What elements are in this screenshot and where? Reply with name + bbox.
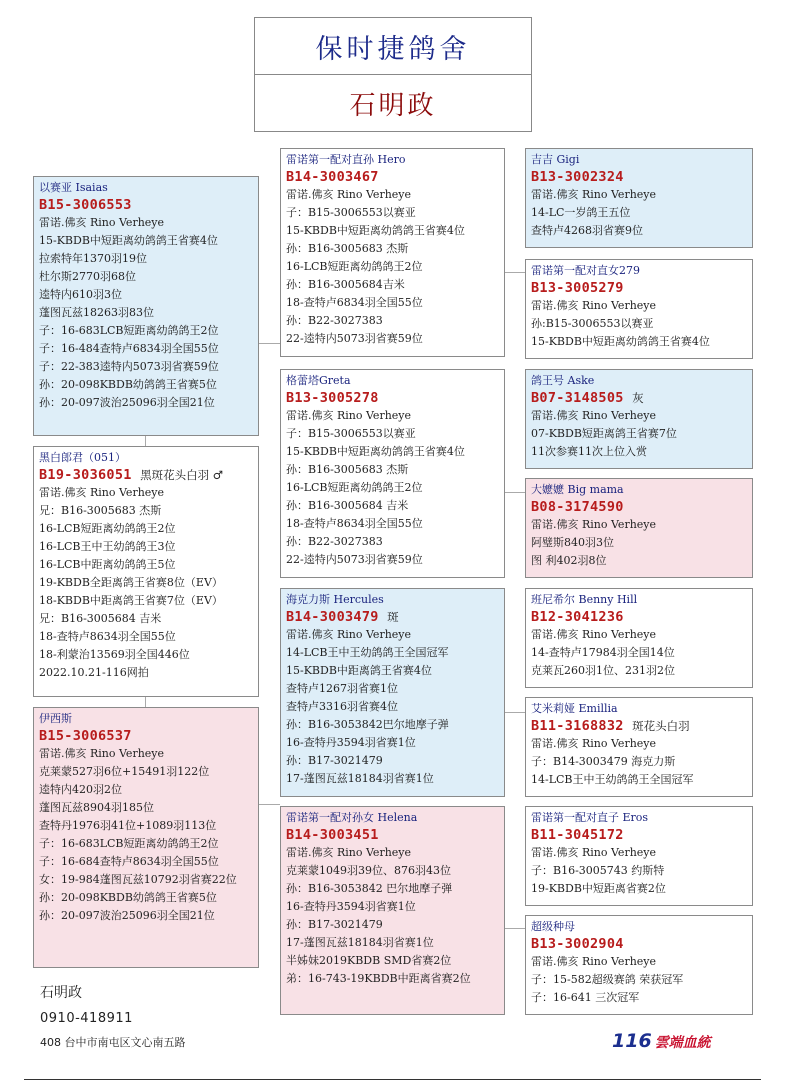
- pedigree-line: 子：16-683LCB短距离幼鸽鸽王2位: [39, 837, 219, 850]
- bottom-divider: [24, 1079, 761, 1080]
- pedigree-line: 16-查特丹3594羽省赛1位: [286, 900, 416, 913]
- pedigree-line: 子：16-683LCB短距离幼鸽鸽王2位: [39, 324, 219, 337]
- pedigree-line: 半姊妹2019KBDB SMD省赛2位: [286, 954, 452, 967]
- pedigree-line: 子：B16-3005743 约斯特: [531, 864, 665, 877]
- pedigree-line: 查特丹1976羽41位+1089羽113位: [39, 819, 217, 832]
- connector: [505, 712, 525, 713]
- pedigree-line: 雷诺.佛亥 Rino Verheye: [531, 518, 657, 531]
- ring-number: B13-3005279: [531, 280, 624, 296]
- pigeon-name: 以赛亚 Isaias: [39, 181, 108, 194]
- pedigree-line: 孙：20-097波治25096羽全国21位: [39, 909, 215, 922]
- pedigree-line: 雷诺.佛亥 Rino Verheye: [531, 846, 657, 859]
- pedigree-line: 16-LCB短距离幼鸽鸽王2位: [286, 481, 423, 494]
- pedigree-line: 16-LCB短距离幼鸽鸽王2位: [286, 260, 423, 273]
- pedigree-line: 孙：B16-3053842巴尔地摩子弹: [286, 718, 449, 731]
- pedigree-line: 16-查特丹3594羽省赛1位: [286, 736, 416, 749]
- pedigree-card-g5: [525, 588, 753, 688]
- pedigree-card-g7: [525, 806, 753, 906]
- pedigree-card-sire: [33, 176, 259, 436]
- pedigree-line: 孙：B17-3021479: [286, 918, 383, 931]
- pedigree-line: 查特卢4268羽省赛9位: [531, 224, 643, 237]
- pedigree-line: 子：22-383逵特内5073羽省赛59位: [39, 360, 219, 373]
- logo-text: 雲端血統: [654, 1035, 711, 1051]
- pedigree-line: 18-查特卢8634羽全国55位: [286, 517, 423, 530]
- pedigree-card-sire-sire: [280, 148, 505, 357]
- pedigree-line: 阿璧斯840羽3位: [531, 536, 614, 549]
- pedigree-line: 子：B14-3003479 海克力斯: [531, 755, 676, 768]
- connector: [145, 697, 146, 707]
- pedigree-card-subject: [33, 446, 259, 697]
- pedigree-line: 雷诺.佛亥 Rino Verheye: [286, 188, 412, 201]
- pedigree-line: 逵特内420羽2位: [39, 783, 122, 796]
- pedigree-card-dam-sire: [280, 588, 505, 797]
- pedigree-line: 兄：B16-3005684 吉米: [39, 612, 162, 625]
- ring-number: B15-3006553: [39, 197, 132, 213]
- pedigree-line: 孙：B16-3053842 巴尔地摩子弹: [286, 882, 453, 895]
- pigeon-name: 超级种母: [531, 920, 575, 933]
- pigeon-name: 雷诺第一配对直子 Eros: [531, 811, 649, 824]
- pedigree-line: 查特卢3316羽省赛4位: [286, 700, 398, 713]
- pedigree-card-g6: [525, 697, 753, 797]
- ring-number: B13-3005278: [286, 390, 379, 406]
- pedigree-line: 雷诺.佛亥 Rino Verheye: [39, 486, 165, 499]
- pedigree-line: 15-KBDB中短距离幼鸽鸽王省赛4位: [39, 234, 218, 247]
- pigeon-name: 吉吉 Gigi: [531, 153, 580, 166]
- pedigree-line: 16-LCB中距离幼鸽鸽王5位: [39, 558, 176, 571]
- pedigree-line: 孙：B17-3021479: [286, 754, 383, 767]
- pedigree-line: 14-LC一岁鸽王五位: [531, 206, 631, 219]
- ring-number: B14-3003451: [286, 827, 379, 843]
- pigeon-name: 艾米莉娅 Emillia: [531, 702, 618, 715]
- ring-number: B14-3003479 斑: [286, 609, 399, 625]
- pedigree-card-dam: [33, 707, 259, 968]
- pedigree-line: 子：16-684查特卢8634羽全国55位: [39, 855, 219, 868]
- pedigree-line: 子：15-582超级赛鸽 荣获冠军: [531, 973, 684, 986]
- pedigree-card-sire-dam: [280, 369, 505, 578]
- pedigree-line: 16-LCB王中王幼鸽鸽王3位: [39, 540, 176, 553]
- pedigree-line: 孙：20-097波治25096羽全国21位: [39, 396, 215, 409]
- pigeon-name: 大嬷嬷 Big mama: [531, 483, 624, 496]
- pedigree-line: 弟：16-743-19KBDB中距离省赛2位: [286, 972, 471, 985]
- pigeon-name: 伊西斯: [39, 712, 72, 725]
- pedigree-line: 克莱瓦260羽1位、231羽2位: [531, 664, 675, 677]
- ring-number: B13-3002324: [531, 169, 624, 185]
- pedigree-line: 19-KBDB全距离鸽王省赛8位（EV）: [39, 576, 223, 589]
- ring-number: B11-3168832 斑花头白羽: [531, 718, 690, 734]
- pedigree-line: 16-LCB短距离幼鸽鸽王2位: [39, 522, 176, 535]
- pedigree-line: 雷诺.佛亥 Rino Verheye: [39, 747, 165, 760]
- owner-info: [40, 982, 186, 1052]
- connector: [259, 343, 280, 344]
- pedigree-card-g3: [525, 369, 753, 469]
- pedigree-line: 雷诺.佛亥 Rino Verheye: [286, 628, 412, 641]
- pedigree-line: 孙：B22-3027383: [286, 314, 383, 327]
- pedigree-card-dam-dam: [280, 806, 505, 1015]
- pedigree-line: 杜尔斯2770羽68位: [39, 270, 136, 283]
- owner-address: 408 台中市南屯区文心南五路: [40, 1036, 186, 1049]
- pedigree-line: 15-KBDB中距离鸽王省赛4位: [286, 664, 432, 677]
- pedigree-line: 孙：B16-3005683 杰斯: [286, 463, 409, 476]
- pedigree-line: 雷诺.佛亥 Rino Verheye: [531, 299, 657, 312]
- loft-name: 保时捷鸽舍: [255, 18, 531, 75]
- pedigree-line: 克莱蒙1049羽39位、876羽43位: [286, 864, 451, 877]
- pedigree-line: 雷诺.佛亥 Rino Verheye: [531, 188, 657, 201]
- pedigree-line: 18-查特卢6834羽全国55位: [286, 296, 423, 309]
- pedigree-line: 子：16-484查特卢6834羽全国55位: [39, 342, 219, 355]
- pedigree-card-g1: [525, 148, 753, 248]
- pedigree-line: 孙：B22-3027383: [286, 535, 383, 548]
- pedigree-line: 雷诺.佛亥 Rino Verheye: [286, 846, 412, 859]
- pedigree-line: 17-蓬图瓦兹18184羽省赛1位: [286, 936, 434, 949]
- pedigree-line: 2022.10.21-116网拍: [39, 666, 149, 679]
- pedigree-line: 蓬图瓦兹8904羽185位: [39, 801, 154, 814]
- connector: [505, 272, 525, 273]
- pedigree-line: 14-查特卢17984羽全国14位: [531, 646, 675, 659]
- pedigree-line: 18-KBDB中距离鸽王省赛7位（EV）: [39, 594, 223, 607]
- pedigree-line: 雷诺.佛亥 Rino Verheye: [39, 216, 165, 229]
- logo-number: 116: [612, 1030, 652, 1052]
- ring-number: B19-3036051 黑斑花头白羽 ♂: [39, 467, 224, 483]
- pedigree-line: 17-蓬图瓦兹18184羽省赛1位: [286, 772, 434, 785]
- pedigree-line: 雷诺.佛亥 Rino Verheye: [531, 737, 657, 750]
- pedigree-line: 雷诺.佛亥 Rino Verheye: [531, 409, 657, 422]
- ring-number: B14-3003467: [286, 169, 379, 185]
- pedigree-line: 15-KBDB中短距离幼鸽鸽王省赛4位: [286, 224, 465, 237]
- ring-number: B13-3002904: [531, 936, 624, 952]
- pedigree-line: 11次参赛11次上位入赏: [531, 445, 647, 458]
- pedigree-line: 逵特内610羽3位: [39, 288, 122, 301]
- pedigree-line: 15-KBDB中短距离幼鸽鸽王省赛4位: [286, 445, 465, 458]
- pigeon-name: 黑白郎君（051）: [39, 451, 126, 464]
- brand-logo: [612, 1030, 711, 1052]
- pedigree-line: 子：B15-3006553以赛亚: [286, 206, 416, 219]
- pedigree-line: 22-逵特内5073羽省赛59位: [286, 332, 423, 345]
- pedigree-line: 22-逵特内5073羽省赛59位: [286, 553, 423, 566]
- pedigree-card-g8: [525, 915, 753, 1015]
- pedigree-line: 18-利蒙治13569羽全国446位: [39, 648, 190, 661]
- pedigree-line: 克莱蒙527羽6位+15491羽122位: [39, 765, 210, 778]
- pigeon-name: 海克力斯 Hercules: [286, 593, 384, 606]
- pigeon-name: 班尼希尔 Benny Hill: [531, 593, 638, 606]
- pedigree-line: 雷诺.佛亥 Rino Verheye: [286, 409, 412, 422]
- pedigree-line: 女：19-984蓬图瓦兹10792羽省赛22位: [39, 873, 237, 886]
- pedigree-line: 子：16-641 三次冠军: [531, 991, 640, 1004]
- ring-number: B15-3006537: [39, 728, 132, 744]
- pedigree-line: 图 利402羽8位: [531, 554, 607, 567]
- connector: [505, 492, 525, 493]
- pigeon-name: 雷诺第一配对直孙 Hero: [286, 153, 406, 166]
- pedigree-line: 14-LCB王中王幼鸽鸽王全国冠军: [286, 646, 449, 659]
- pedigree-line: 15-KBDB中短距离幼鸽鸽王省赛4位: [531, 335, 710, 348]
- pedigree-line: 子：B15-3006553以赛亚: [286, 427, 416, 440]
- pedigree-line: 兄：B16-3005683 杰斯: [39, 504, 162, 517]
- pigeon-name: 雷诺第一配对孙女 Helena: [286, 811, 418, 824]
- pedigree-line: 拉索特年1370羽19位: [39, 252, 147, 265]
- pedigree-line: 孙：B16-3005684吉米: [286, 278, 405, 291]
- pedigree-line: 07-KBDB短距离鸽王省赛7位: [531, 427, 677, 440]
- pedigree-card-g4: [525, 478, 753, 578]
- owner-name-header: 石明政: [349, 90, 437, 121]
- pedigree-line: 18-查特卢8634羽全国55位: [39, 630, 176, 643]
- connector: [505, 928, 525, 929]
- pedigree-line: 14-LCB王中王幼鸽鸽王全国冠军: [531, 773, 694, 786]
- ring-number: B12-3041236: [531, 609, 624, 625]
- owner-phone: 0910-418911: [40, 1011, 133, 1026]
- pedigree-line: 19-KBDB中短距离省赛2位: [531, 882, 666, 895]
- pedigree-line: 孙：B16-3005683 杰斯: [286, 242, 409, 255]
- ring-number: B07-3148505 灰: [531, 390, 644, 406]
- pedigree-line: 蓬图瓦兹18263羽83位: [39, 306, 154, 319]
- header-box: [254, 17, 532, 132]
- pedigree-line: 雷诺.佛亥 Rino Verheye: [531, 955, 657, 968]
- ring-number: B11-3045172: [531, 827, 624, 843]
- pedigree-line: 孙：20-098KBDB幼鸽鸽王省赛5位: [39, 378, 217, 391]
- pigeon-name: 格蕾塔Greta: [286, 374, 351, 387]
- pedigree-line: 孙:B15-3006553以赛亚: [531, 317, 654, 330]
- pigeon-name: 鸽王号 Aske: [531, 374, 595, 387]
- owner-name: 石明政: [40, 985, 82, 1001]
- connector: [145, 436, 146, 446]
- pedigree-line: 孙：20-098KBDB幼鸽鸽王省赛5位: [39, 891, 217, 904]
- connector: [259, 804, 280, 805]
- pedigree-line: 孙：B16-3005684 吉米: [286, 499, 409, 512]
- pigeon-name: 雷诺第一配对直女279: [531, 264, 640, 277]
- pedigree-line: 查特卢1267羽省赛1位: [286, 682, 398, 695]
- ring-number: B08-3174590: [531, 499, 624, 515]
- pedigree-line: 雷诺.佛亥 Rino Verheye: [531, 628, 657, 641]
- pedigree-card-g2: [525, 259, 753, 359]
